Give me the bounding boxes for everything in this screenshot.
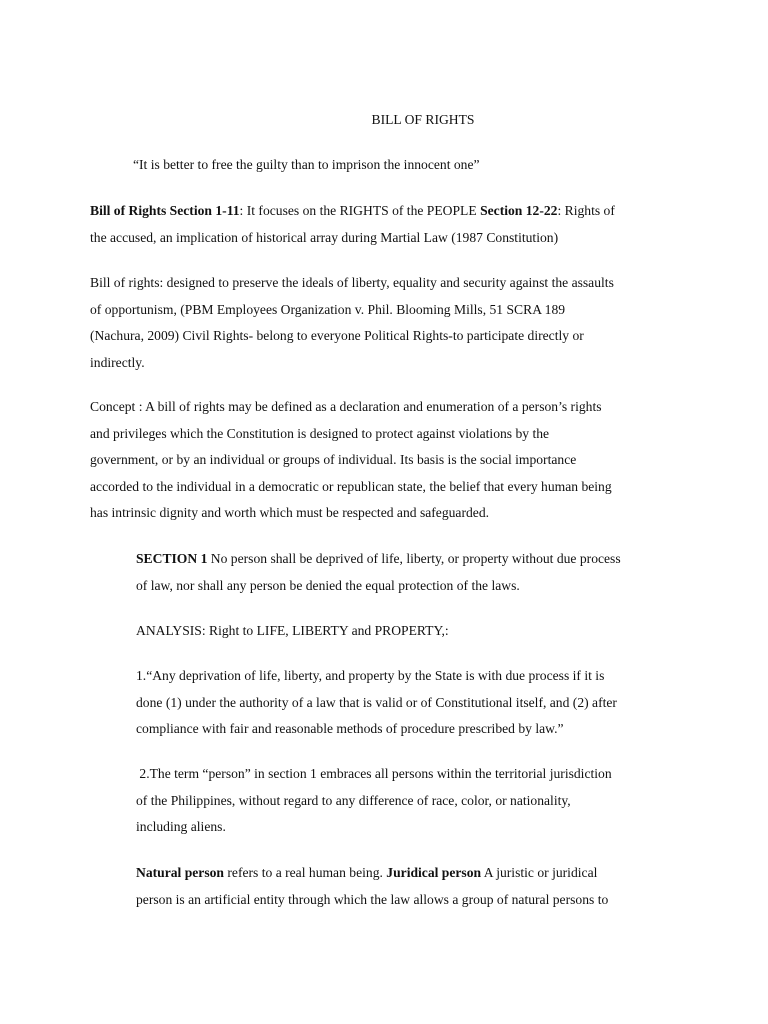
bold-term: Section 12-22 bbox=[480, 203, 558, 218]
document-title: BILL OF RIGHTS bbox=[371, 112, 475, 127]
paragraph-line: and privileges which the Constitution is designed to protect against violations by the bbox=[90, 425, 550, 441]
paragraph-line: done (1) under the authority of a law that is valid or of Constitutional itself, and (2) after bbox=[136, 694, 617, 710]
analysis-item-1 bbox=[136, 663, 617, 743]
paragraph-line: person is an artificial entity through which the law allows a group of natural persons to bbox=[136, 891, 609, 907]
paragraph-line: 2.The term “person” in section 1 embraces all persons within the territorial jurisdiction bbox=[136, 766, 612, 781]
paragraph-line: Bill of rights: designed to preserve the ideals of liberty, equality and security against the assaults bbox=[90, 275, 614, 290]
paragraph-line: government, or by an individual or groups of individual. Its basis is the social importance bbox=[90, 452, 577, 467]
opening-quote: “It is better to free the guilty than to imprison the innocent one” bbox=[133, 157, 480, 172]
analysis-heading: ANALYSIS: Right to LIFE, LIBERTY and PROPERTY,: bbox=[136, 623, 449, 638]
section-1-text bbox=[136, 546, 621, 599]
paragraph-bill-of-rights-definition bbox=[90, 270, 614, 376]
paragraph-line: Concept : A bill of rights may be defined as a declaration and enumeration of a person’s rights bbox=[90, 399, 602, 414]
paragraph-line: including aliens. bbox=[136, 819, 226, 834]
paragraph-line: indirectly. bbox=[90, 354, 145, 370]
paragraph-sections-overview bbox=[90, 198, 615, 251]
paragraph-line: compliance with fair and reasonable methods of procedure prescribed by law.” bbox=[136, 721, 564, 736]
section-label: SECTION 1 bbox=[136, 551, 208, 566]
paragraph-concept bbox=[90, 394, 612, 527]
bold-term: Juridical person bbox=[386, 865, 482, 880]
paragraph-line: 1.“Any deprivation of life, liberty, and property by the State is with due process if it is bbox=[136, 668, 605, 683]
analysis-item-2 bbox=[136, 761, 612, 841]
paragraph-line: the accused, an implication of historical array during Martial Law (1987 Constitution) bbox=[90, 229, 559, 245]
text-run: No person shall be deprived of life, liberty, or property without due process bbox=[207, 551, 621, 566]
paragraph-line: of the Philippines, without regard to any difference of race, color, or nationality, bbox=[136, 792, 571, 808]
paragraph-line bbox=[90, 198, 615, 225]
bold-term: Bill of Rights Section 1-11 bbox=[90, 203, 240, 218]
paragraph-line: (Nachura, 2009) Civil Rights- belong to everyone Political Rights-to participate directly or bbox=[90, 328, 584, 343]
paragraph-line: has intrinsic dignity and worth which must be respected and safeguarded. bbox=[90, 505, 490, 520]
paragraph-line: accorded to the individual in a democratic or republican state, the belief that every human being bbox=[90, 478, 612, 494]
paragraph-line: of opportunism, (PBM Employees Organization v. Phil. Blooming Mills, 51 SCRA 189 bbox=[90, 301, 566, 317]
text-run: A juristic or juridical bbox=[481, 865, 598, 880]
text-run: : Rights of bbox=[557, 203, 615, 218]
text-run: refers to a real human being. bbox=[223, 865, 387, 880]
paragraph-line: of law, nor shall any person be denied the equal protection of the laws. bbox=[136, 577, 520, 593]
paragraph-natural-juridical-person bbox=[136, 860, 608, 913]
paragraph-line bbox=[136, 546, 621, 573]
bold-term: Natural person bbox=[136, 865, 224, 880]
text-run: : It focuses on the RIGHTS of the PEOPLE bbox=[239, 203, 481, 218]
paragraph-line bbox=[136, 860, 608, 887]
